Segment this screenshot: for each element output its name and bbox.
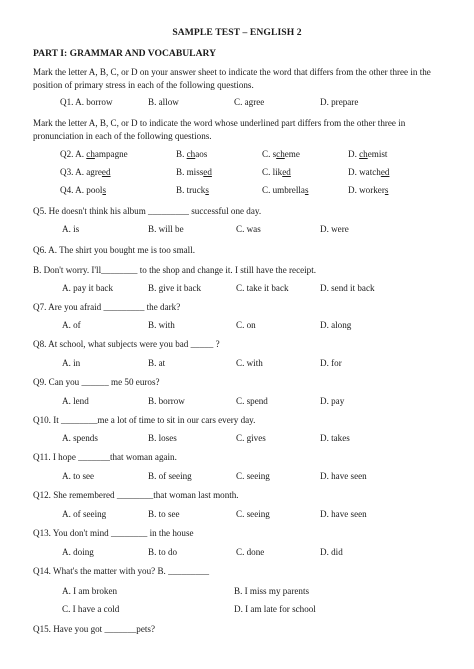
q13-option-b: B. to do <box>148 547 178 557</box>
q10-option-b: B. loses <box>148 433 177 443</box>
q10-option-c: C. gives <box>236 433 266 443</box>
q13-option-d: D. did <box>320 547 343 557</box>
q9-option-c: C. spend <box>236 396 268 406</box>
question-q9 <box>0 396 474 409</box>
question-q8 <box>0 358 474 371</box>
q12-option-c: C. seeing <box>236 509 270 519</box>
question-q7 <box>0 320 474 333</box>
q9-option-a: A. lend <box>62 396 89 406</box>
question-q2 <box>0 149 474 162</box>
question-q3 <box>0 167 474 180</box>
q7-option-a: A. of <box>62 320 81 330</box>
q10-option-d: D. takes <box>320 433 350 443</box>
q8-option-b: B. at <box>148 358 166 368</box>
question-q1 <box>0 97 474 110</box>
q3-option-d: D. watched <box>348 167 390 177</box>
q11-stem: Q11. I hope _______that woman again. <box>33 452 177 462</box>
q3-option-a: Q3. A. agreed <box>60 167 111 177</box>
q13-option-a: A. doing <box>62 547 94 557</box>
question-q14-row2 <box>0 604 474 617</box>
q1-option-d: D. prepare <box>320 97 359 107</box>
q9-stem: Q9. Can you ______ me 50 euros? <box>33 377 160 387</box>
q9-option-b: B. borrow <box>148 396 185 406</box>
q15-stem: Q15. Have you got _______pets? <box>33 624 155 634</box>
question-q5 <box>0 224 474 237</box>
q3-option-c: C. liked <box>262 167 291 177</box>
q5-option-a: A. is <box>62 224 80 234</box>
q7-option-c: C. on <box>236 320 256 330</box>
instruction-stress: Mark the letter A, B, C, or D on your answer sheet to indicate the word that differs from the other three in the position of primary stress in each of the following questions. <box>33 67 431 90</box>
q14-option-d: D. I am late for school <box>234 604 316 614</box>
q3-option-b: B. missed <box>176 167 212 177</box>
q8-option-a: A. in <box>62 358 81 368</box>
q5-option-d: D. were <box>320 224 349 234</box>
q9-option-d: D. pay <box>320 396 345 406</box>
q8-stem: Q8. At school, what subjects were you bad _____ ? <box>33 339 220 349</box>
q2-option-b: B. chaos <box>176 149 208 159</box>
q2-option-c: C. scheme <box>262 149 300 159</box>
q10-stem: Q10. It ________me a lot of time to sit in our cars every day. <box>33 415 256 425</box>
q4-option-c: C. umbrellas <box>262 185 309 195</box>
q14-option-c: C. I have a cold <box>62 604 120 614</box>
question-q13 <box>0 547 474 560</box>
q12-option-d: D. have seen <box>320 509 367 519</box>
question-q12 <box>0 509 474 522</box>
q11-option-b: B. of seeing <box>148 471 192 481</box>
q8-option-c: C. with <box>236 358 263 368</box>
q7-option-b: B. with <box>148 320 175 330</box>
section-heading: PART I: GRAMMAR AND VOCABULARY <box>33 48 217 59</box>
q4-option-b: B. trucks <box>176 185 209 195</box>
q5-option-b: B. will be <box>148 224 184 234</box>
q12-option-b: B. to see <box>148 509 180 519</box>
question-q10 <box>0 433 474 446</box>
q2-option-a: Q2. A. champagne <box>60 149 128 159</box>
q6-stem: Q6. A. The shirt you bought me is too small. <box>33 245 195 255</box>
question-q14-row1 <box>0 586 474 599</box>
q11-option-d: D. have seen <box>320 471 367 481</box>
q14-option-a: A. I am broken <box>62 586 118 596</box>
q1-option-c: C. agree <box>234 97 265 107</box>
q5-option-c: C. was <box>236 224 261 234</box>
q11-option-c: C. seeing <box>236 471 270 481</box>
q4-option-a: Q4. A. pools <box>60 185 106 195</box>
q12-option-a: A. of seeing <box>62 509 107 519</box>
q13-stem: Q13. You don't mind ________ in the house <box>33 528 194 538</box>
q14-stem: Q14. What's the matter with you? B. _________ <box>33 566 209 576</box>
q6-option-d: D. send it back <box>320 283 375 293</box>
q10-option-a: A. spends <box>62 433 98 443</box>
q8-option-d: D. for <box>320 358 342 368</box>
q2-option-d: D. chemist <box>348 149 388 159</box>
q1-option-a: Q1. A. borrow <box>60 97 113 107</box>
q4-option-d: D. workers <box>348 185 389 195</box>
question-q11 <box>0 471 474 484</box>
q12-stem: Q12. She remembered ________that woman last month. <box>33 490 239 500</box>
question-q4 <box>0 185 474 198</box>
q6-option-b: B. give it back <box>148 283 202 293</box>
q7-stem: Q7. Are you afraid _________ the dark? <box>33 302 181 312</box>
q14-option-b: B. I miss my parents <box>234 586 310 596</box>
q6-stem-b: B. Don't worry. I'll________ to the shop and change it. I still have the receipt. <box>33 265 317 275</box>
instruction-pronunciation: Mark the letter A, B, C, or D to indicate the word whose underlined part differs from the other three in pronunciation in each of the following questions. <box>33 118 406 141</box>
q6-option-a: A. pay it back <box>62 283 114 293</box>
q5-stem: Q5. He doesn't think his album _________ successful one day. <box>33 206 262 216</box>
q6-option-c: C. take it back <box>236 283 289 293</box>
q11-option-a: A. to see <box>62 471 95 481</box>
q7-option-d: D. along <box>320 320 352 330</box>
q1-option-b: B. allow <box>148 97 179 107</box>
page-title: SAMPLE TEST – ENGLISH 2 <box>172 27 302 38</box>
question-q6 <box>0 283 474 296</box>
q13-option-c: C. done <box>236 547 265 557</box>
